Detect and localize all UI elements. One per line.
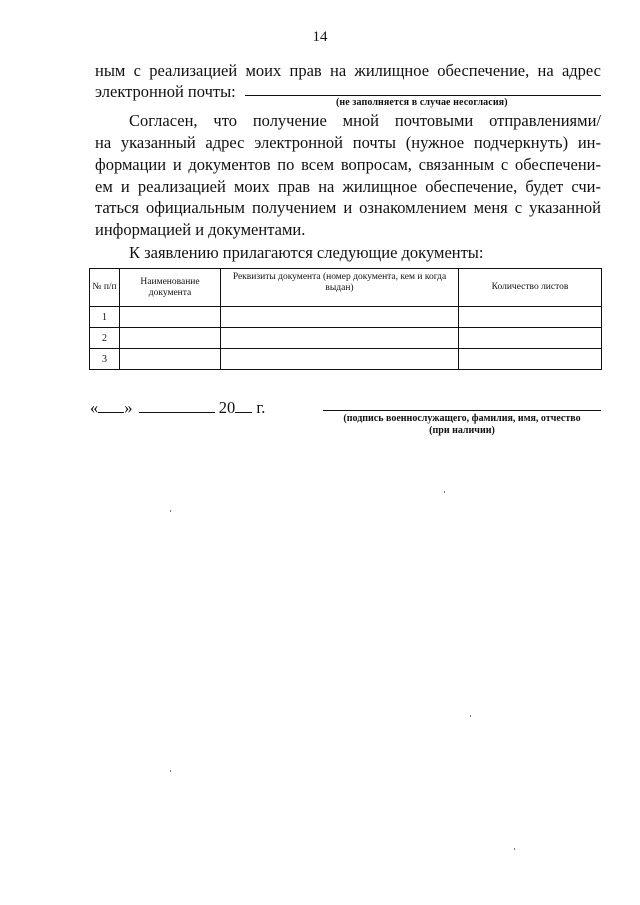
scan-speck	[170, 770, 171, 772]
table-row	[90, 349, 602, 370]
signature-blank-field[interactable]	[323, 410, 601, 411]
year-prefix: 20	[218, 398, 236, 417]
signature-note-line: (подпись военнослужащего, фамилия, имя, отчество	[343, 413, 581, 424]
document-name-cell[interactable]	[120, 307, 221, 328]
signature-note-line: (при наличии)	[429, 425, 495, 436]
table-header-row	[90, 269, 602, 307]
paragraph-line: ем и реализацией моих прав на жилищное обеспечение, будет счи-	[95, 177, 601, 196]
paragraph-line: ным с реализацией моих прав на жилищное обеспечение, на адрес	[95, 61, 601, 80]
table-row	[90, 328, 602, 349]
row-number: 1	[90, 307, 120, 328]
paragraph-line: на указанный адрес электронной почты (нужное подчеркнуть) ин-	[95, 133, 601, 152]
column-header-number: № п/п	[90, 269, 120, 307]
year-blank-field[interactable]	[235, 398, 252, 413]
document-name-cell[interactable]	[120, 349, 221, 370]
sheet-count-cell[interactable]	[459, 328, 602, 349]
email-blank-field[interactable]	[245, 95, 601, 96]
scan-speck	[444, 491, 445, 493]
row-number: 2	[90, 328, 120, 349]
table-row	[90, 307, 602, 328]
year-suffix: г.	[256, 398, 266, 417]
scan-speck	[170, 510, 171, 512]
scan-speck	[470, 715, 471, 717]
paragraph-line: Согласен, что получение мной почтовыми отправлениями/	[129, 111, 601, 130]
column-header-sheet-count: Количество листов	[459, 269, 602, 307]
day-blank-field[interactable]	[98, 398, 124, 413]
signature-note	[323, 413, 601, 437]
document-name-cell[interactable]	[120, 328, 221, 349]
paragraph-line: таться официальным получением и ознакомлением меня с указанной	[95, 198, 601, 217]
email-note: (не заполняется в случае несогласия)	[336, 97, 508, 108]
document-details-cell[interactable]	[221, 349, 459, 370]
document-details-cell[interactable]	[221, 328, 459, 349]
column-header-document-details: Реквизиты документа (номер документа, кем и когда выдан)	[221, 269, 459, 307]
email-label: электронной почты:	[95, 82, 236, 101]
attachments-heading: К заявлению прилагаются следующие документы:	[129, 243, 484, 262]
page-number: 14	[312, 29, 328, 45]
attachments-table	[89, 268, 602, 370]
date-line	[90, 398, 265, 418]
scan-speck	[514, 848, 515, 850]
date-open-quote: «	[90, 398, 99, 417]
date-close-quote: »	[124, 398, 133, 417]
month-blank-field[interactable]	[139, 398, 215, 413]
paragraph-line: формации и документов по всем вопросам, связанным с обеспечени-	[95, 155, 601, 174]
column-header-document-name: Наименование документа	[120, 269, 221, 307]
row-number: 3	[90, 349, 120, 370]
paragraph-line: информацией и документами.	[95, 220, 306, 239]
sheet-count-cell[interactable]	[459, 307, 602, 328]
document-details-cell[interactable]	[221, 307, 459, 328]
sheet-count-cell[interactable]	[459, 349, 602, 370]
